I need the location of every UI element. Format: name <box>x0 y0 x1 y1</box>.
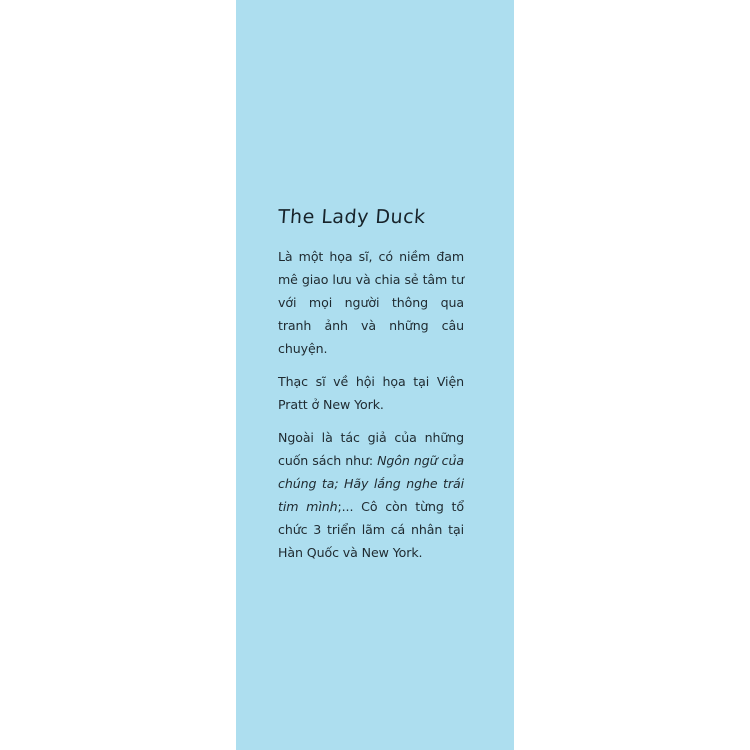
book-titles: Ngôn ngữ của chúng ta; Hãy lắng nghe trái tim mình <box>278 453 464 514</box>
author-flap <box>236 0 514 750</box>
bio-paragraph-3-rest: ;... Cô còn từng tổ chức 3 triển lãm cá nhân tại Hàn Quốc và New York. <box>278 499 465 560</box>
author-bio <box>278 202 464 574</box>
bio-paragraph-2: Thạc sĩ về hội họa tại Viện Pratt ở New York. <box>278 374 464 412</box>
bio-paragraph-3-intro: Ngoài là tác giả của những cuốn sách như: <box>278 430 464 468</box>
author-name: The Lady Duck <box>277 206 427 228</box>
bio-paragraph-1: Là một họa sĩ, có niềm đam mê giao lưu và chia sẻ tâm tư với mọi người thông qua tranh ảnh và những câu chuyện. <box>278 249 464 356</box>
bio-paragraph-3 <box>278 426 464 564</box>
